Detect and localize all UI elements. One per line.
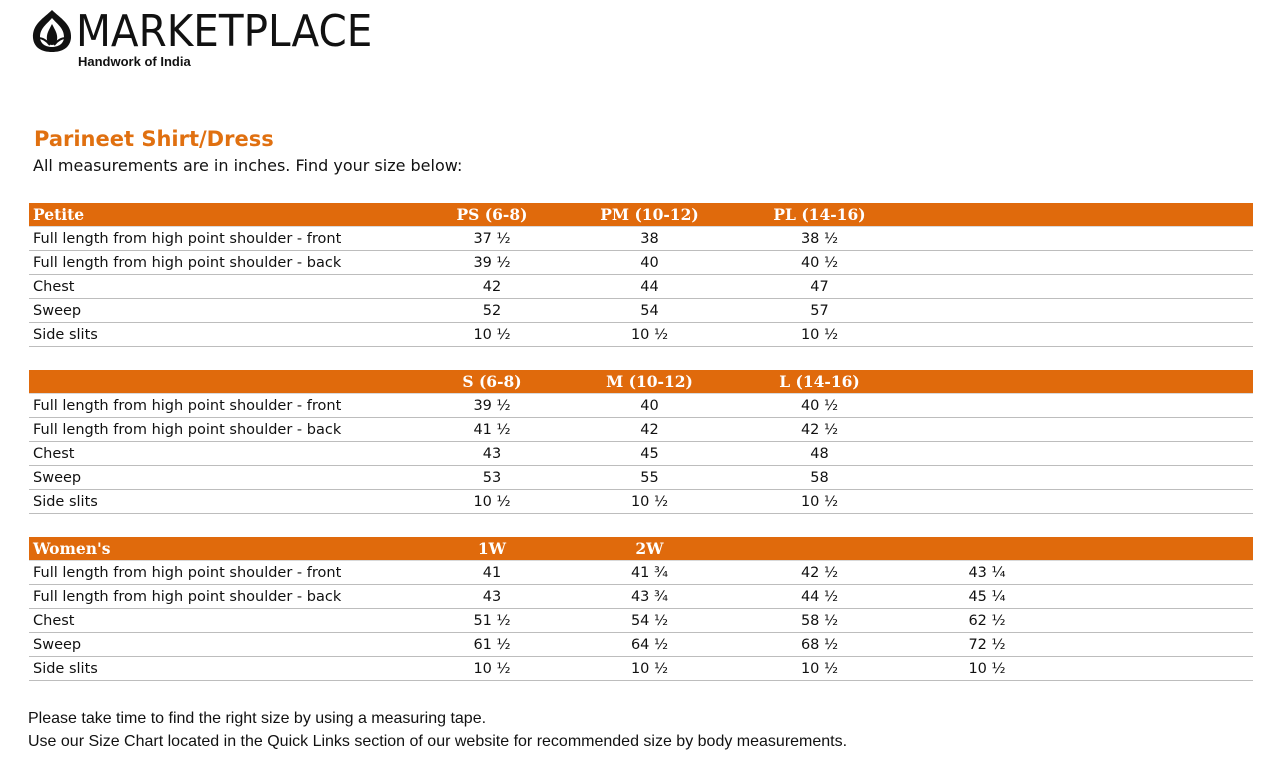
- column-header: PL (14-16): [727, 203, 912, 227]
- row-filler: [1062, 657, 1253, 681]
- row-filler: [1062, 609, 1253, 633]
- measurement-value: 57: [727, 299, 912, 323]
- row-filler: [1062, 394, 1253, 418]
- row-filler: [1062, 251, 1253, 275]
- measurement-value: [912, 299, 1062, 323]
- row-filler: [1062, 275, 1253, 299]
- column-header: L (14-16): [727, 370, 912, 394]
- measurement-value: 51 ½: [412, 609, 572, 633]
- brand-name: MARKETPLACE: [76, 6, 373, 57]
- row-filler: [1062, 299, 1253, 323]
- measurement-value: 61 ½: [412, 633, 572, 657]
- measurement-value: 55: [572, 466, 727, 490]
- header-filler: [1062, 370, 1253, 394]
- measurement-value: [912, 442, 1062, 466]
- measurement-value: 42 ½: [727, 418, 912, 442]
- table-row: [29, 418, 1253, 442]
- measurement-value: 10 ½: [412, 490, 572, 514]
- measurement-value: 10 ½: [572, 657, 727, 681]
- measurement-value: 45 ¼: [912, 585, 1062, 609]
- measurement-value: 52: [412, 299, 572, 323]
- measurement-value: 10 ½: [727, 323, 912, 347]
- measurement-value: 43 ¼: [912, 561, 1062, 585]
- measurement-value: 54: [572, 299, 727, 323]
- page-title: Parineet Shirt/Dress: [34, 127, 274, 151]
- measurement-value: 40 ½: [727, 251, 912, 275]
- table-row: [29, 585, 1253, 609]
- measurement-value: 44 ½: [727, 585, 912, 609]
- measurement-value: 58 ½: [727, 609, 912, 633]
- measurement-value: 62 ½: [912, 609, 1062, 633]
- measurement-value: 38: [572, 227, 727, 251]
- measurement-value: 68 ½: [727, 633, 912, 657]
- measurement-value: 41: [412, 561, 572, 585]
- header-filler: [1062, 537, 1253, 561]
- table-row: [29, 561, 1253, 585]
- row-filler: [1062, 561, 1253, 585]
- measurement-value: [912, 418, 1062, 442]
- column-header: PM (10-12): [572, 203, 727, 227]
- row-filler: [1062, 323, 1253, 347]
- measurement-value: [912, 275, 1062, 299]
- column-header: S (6-8): [412, 370, 572, 394]
- measurement-value: 40: [572, 394, 727, 418]
- measurement-label: Full length from high point shoulder - front: [29, 394, 412, 418]
- table-header-row: [29, 537, 1253, 561]
- measurement-value: 40: [572, 251, 727, 275]
- column-header: 1W: [412, 537, 572, 561]
- measurement-value: 64 ½: [572, 633, 727, 657]
- measurement-value: 10 ½: [412, 323, 572, 347]
- measurement-value: [912, 251, 1062, 275]
- measurement-value: 39 ½: [412, 394, 572, 418]
- measurement-value: 43: [412, 585, 572, 609]
- table-row: [29, 633, 1253, 657]
- measurement-value: 54 ½: [572, 609, 727, 633]
- column-header: [912, 203, 1062, 227]
- table-row: [29, 394, 1253, 418]
- measurement-value: 42 ½: [727, 561, 912, 585]
- column-header: [727, 537, 912, 561]
- row-filler: [1062, 442, 1253, 466]
- measurement-value: 42: [412, 275, 572, 299]
- table-header-row: [29, 370, 1253, 394]
- table-row: [29, 466, 1253, 490]
- measurement-value: 42: [572, 418, 727, 442]
- table-group-label: [29, 370, 412, 394]
- measurement-value: 44: [572, 275, 727, 299]
- measurement-value: [912, 490, 1062, 514]
- measurement-value: [912, 323, 1062, 347]
- measurement-value: 72 ½: [912, 633, 1062, 657]
- measurement-value: 43: [412, 442, 572, 466]
- measurement-value: 10 ½: [412, 657, 572, 681]
- footer-note-1: Please take time to find the right size by using a measuring tape.: [28, 710, 487, 727]
- measurement-value: 41 ½: [412, 418, 572, 442]
- measurement-label: Chest: [29, 609, 412, 633]
- measurement-value: 45: [572, 442, 727, 466]
- measurement-label: Sweep: [29, 299, 412, 323]
- table-row: [29, 323, 1253, 347]
- measurement-value: 53: [412, 466, 572, 490]
- table-group-label: Petite: [29, 203, 412, 227]
- column-header: [912, 537, 1062, 561]
- table-row: [29, 299, 1253, 323]
- header-filler: [1062, 203, 1253, 227]
- table-row: [29, 490, 1253, 514]
- measurement-value: 43 ¾: [572, 585, 727, 609]
- row-filler: [1062, 585, 1253, 609]
- measurement-label: Full length from high point shoulder - back: [29, 251, 412, 275]
- measurement-label: Side slits: [29, 490, 412, 514]
- measurement-value: [912, 394, 1062, 418]
- row-filler: [1062, 633, 1253, 657]
- row-filler: [1062, 418, 1253, 442]
- table-group-label: Women's: [29, 537, 412, 561]
- brand-tagline: Handwork of India: [78, 54, 191, 69]
- table-row: [29, 609, 1253, 633]
- column-header: PS (6-8): [412, 203, 572, 227]
- measurement-label: Full length from high point shoulder - front: [29, 227, 412, 251]
- measurement-value: 10 ½: [727, 490, 912, 514]
- measurement-label: Chest: [29, 442, 412, 466]
- row-filler: [1062, 227, 1253, 251]
- measurement-label: Chest: [29, 275, 412, 299]
- size-table: [29, 370, 1253, 514]
- column-header: M (10-12): [572, 370, 727, 394]
- measurement-value: 47: [727, 275, 912, 299]
- column-header: [912, 370, 1062, 394]
- measurement-label: Sweep: [29, 466, 412, 490]
- row-filler: [1062, 466, 1253, 490]
- measurement-label: Full length from high point shoulder - back: [29, 418, 412, 442]
- measurement-value: 10 ½: [572, 490, 727, 514]
- measurement-label: Full length from high point shoulder - front: [29, 561, 412, 585]
- table-row: [29, 442, 1253, 466]
- lotus-icon: [30, 8, 74, 54]
- measurement-label: Sweep: [29, 633, 412, 657]
- measurement-value: 39 ½: [412, 251, 572, 275]
- measurement-value: [912, 227, 1062, 251]
- table-row: [29, 657, 1253, 681]
- measurement-value: 41 ¾: [572, 561, 727, 585]
- size-table: [29, 537, 1253, 681]
- measurement-label: Side slits: [29, 657, 412, 681]
- table-row: [29, 251, 1253, 275]
- row-filler: [1062, 490, 1253, 514]
- measurement-value: [912, 466, 1062, 490]
- measurement-label: Side slits: [29, 323, 412, 347]
- table-header-row: [29, 203, 1253, 227]
- measurement-value: 10 ½: [727, 657, 912, 681]
- table-row: [29, 227, 1253, 251]
- footer-note-2: Use our Size Chart located in the Quick Links section of our website for recommended size by body measurements.: [28, 733, 848, 750]
- page-subtitle: All measurements are in inches. Find your size below:: [33, 156, 463, 175]
- measurement-value: 58: [727, 466, 912, 490]
- measurement-value: 48: [727, 442, 912, 466]
- measurement-value: 40 ½: [727, 394, 912, 418]
- column-header: 2W: [572, 537, 727, 561]
- measurement-value: 37 ½: [412, 227, 572, 251]
- measurement-label: Full length from high point shoulder - back: [29, 585, 412, 609]
- measurement-value: 38 ½: [727, 227, 912, 251]
- measurement-value: 10 ½: [572, 323, 727, 347]
- table-row: [29, 275, 1253, 299]
- measurement-value: 10 ½: [912, 657, 1062, 681]
- size-table: [29, 203, 1253, 347]
